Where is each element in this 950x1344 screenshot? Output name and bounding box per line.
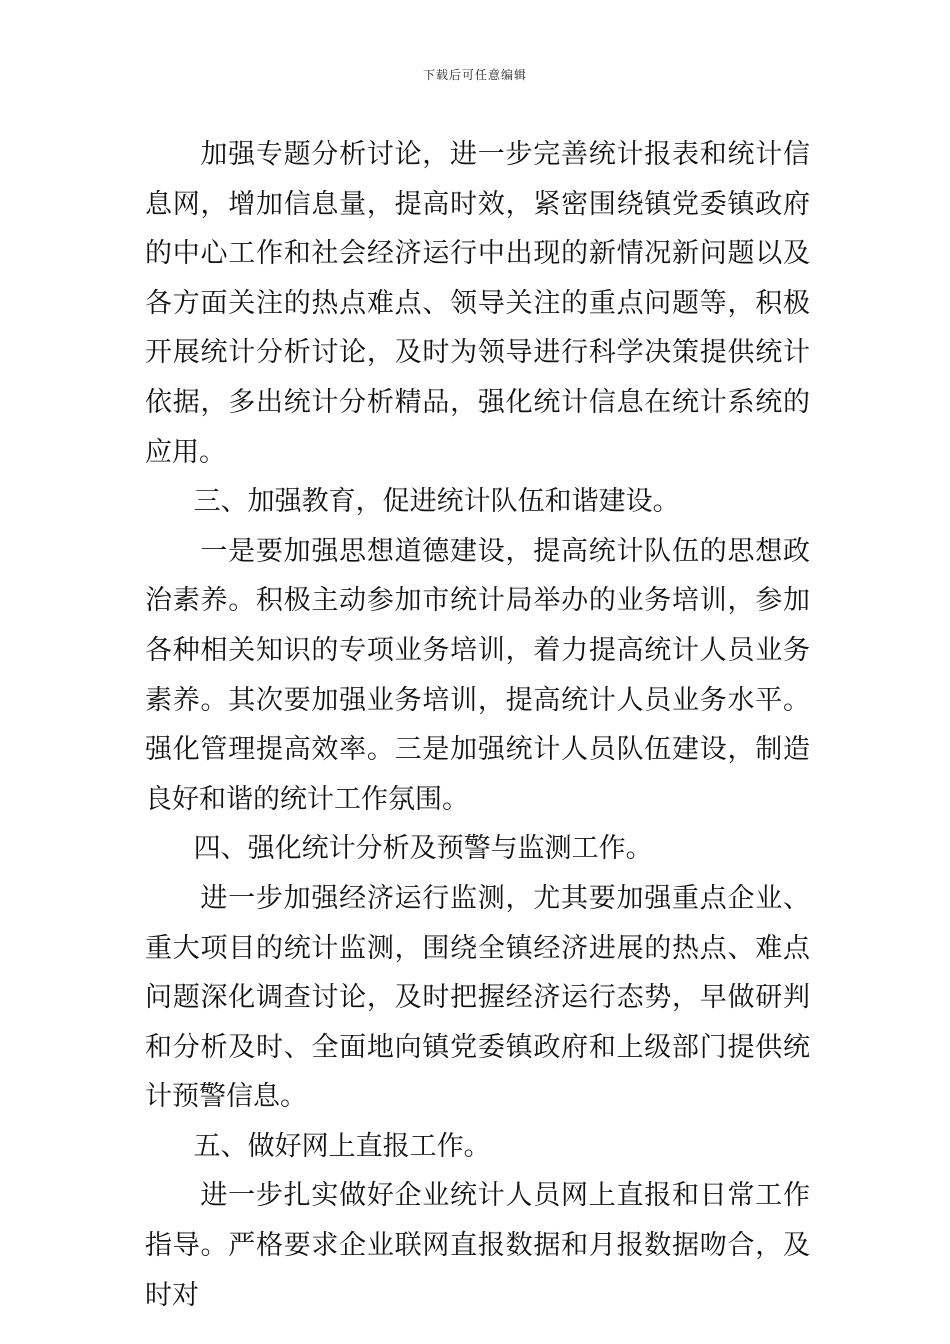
section-heading-three: 三、加强教育，促进统计队伍和谐建设。 [193, 486, 680, 518]
section-heading-five: 五、做好网上直报工作。 [193, 1130, 491, 1162]
paragraph-statistical-analysis: 加强专题分析讨论，进一步完善统计报表和统计信息网，增加信息量，提高时效，紧密围绕镇党委镇政府的中心工作和社会经济运行中出现的新情况新问题以及各方面关注的热点难点、领导关注的重点问题等，积极开展统计分析讨论，及时为领导进行科学决策提供统计依据，多出统计分析精品，强化统计信息在统计系统的应用。 [145, 139, 810, 468]
paragraph-monitoring: 进一步加强经济运行监测，尤其要加强重点企业、重大项目的统计监测，围绕全镇经济进展的热点、难点问题深化调查讨论，及时把握经济运行态势，早做研判和分析及时、全面地向镇党委镇政府和上级部门提供统计预警信息。 [145, 882, 810, 1113]
paragraph-education: 一是要加强思想道德建设，提高统计队伍的思想政治素养。积极主动参加市统计局举办的业务培训，参加各种相关知识的专项业务培训，着力提高统计人员业务素养。其次要加强业务培训，提高统计人员业务水平。强化管理提高效率。三是加强统计人员队伍建设，制造良好和谐的统计工作氛围。 [145, 535, 810, 815]
section-heading-four: 四、强化统计分析及预警与监测工作。 [193, 833, 653, 865]
document-body [145, 130, 810, 1320]
page-header: 下载后可任意编辑 [422, 68, 527, 82]
paragraph-online-reporting: 进一步扎实做好企业统计人员网上直报和日常工作指导。严格要求企业联网直报数据和月报数据吻合，及时对 [145, 1180, 810, 1311]
